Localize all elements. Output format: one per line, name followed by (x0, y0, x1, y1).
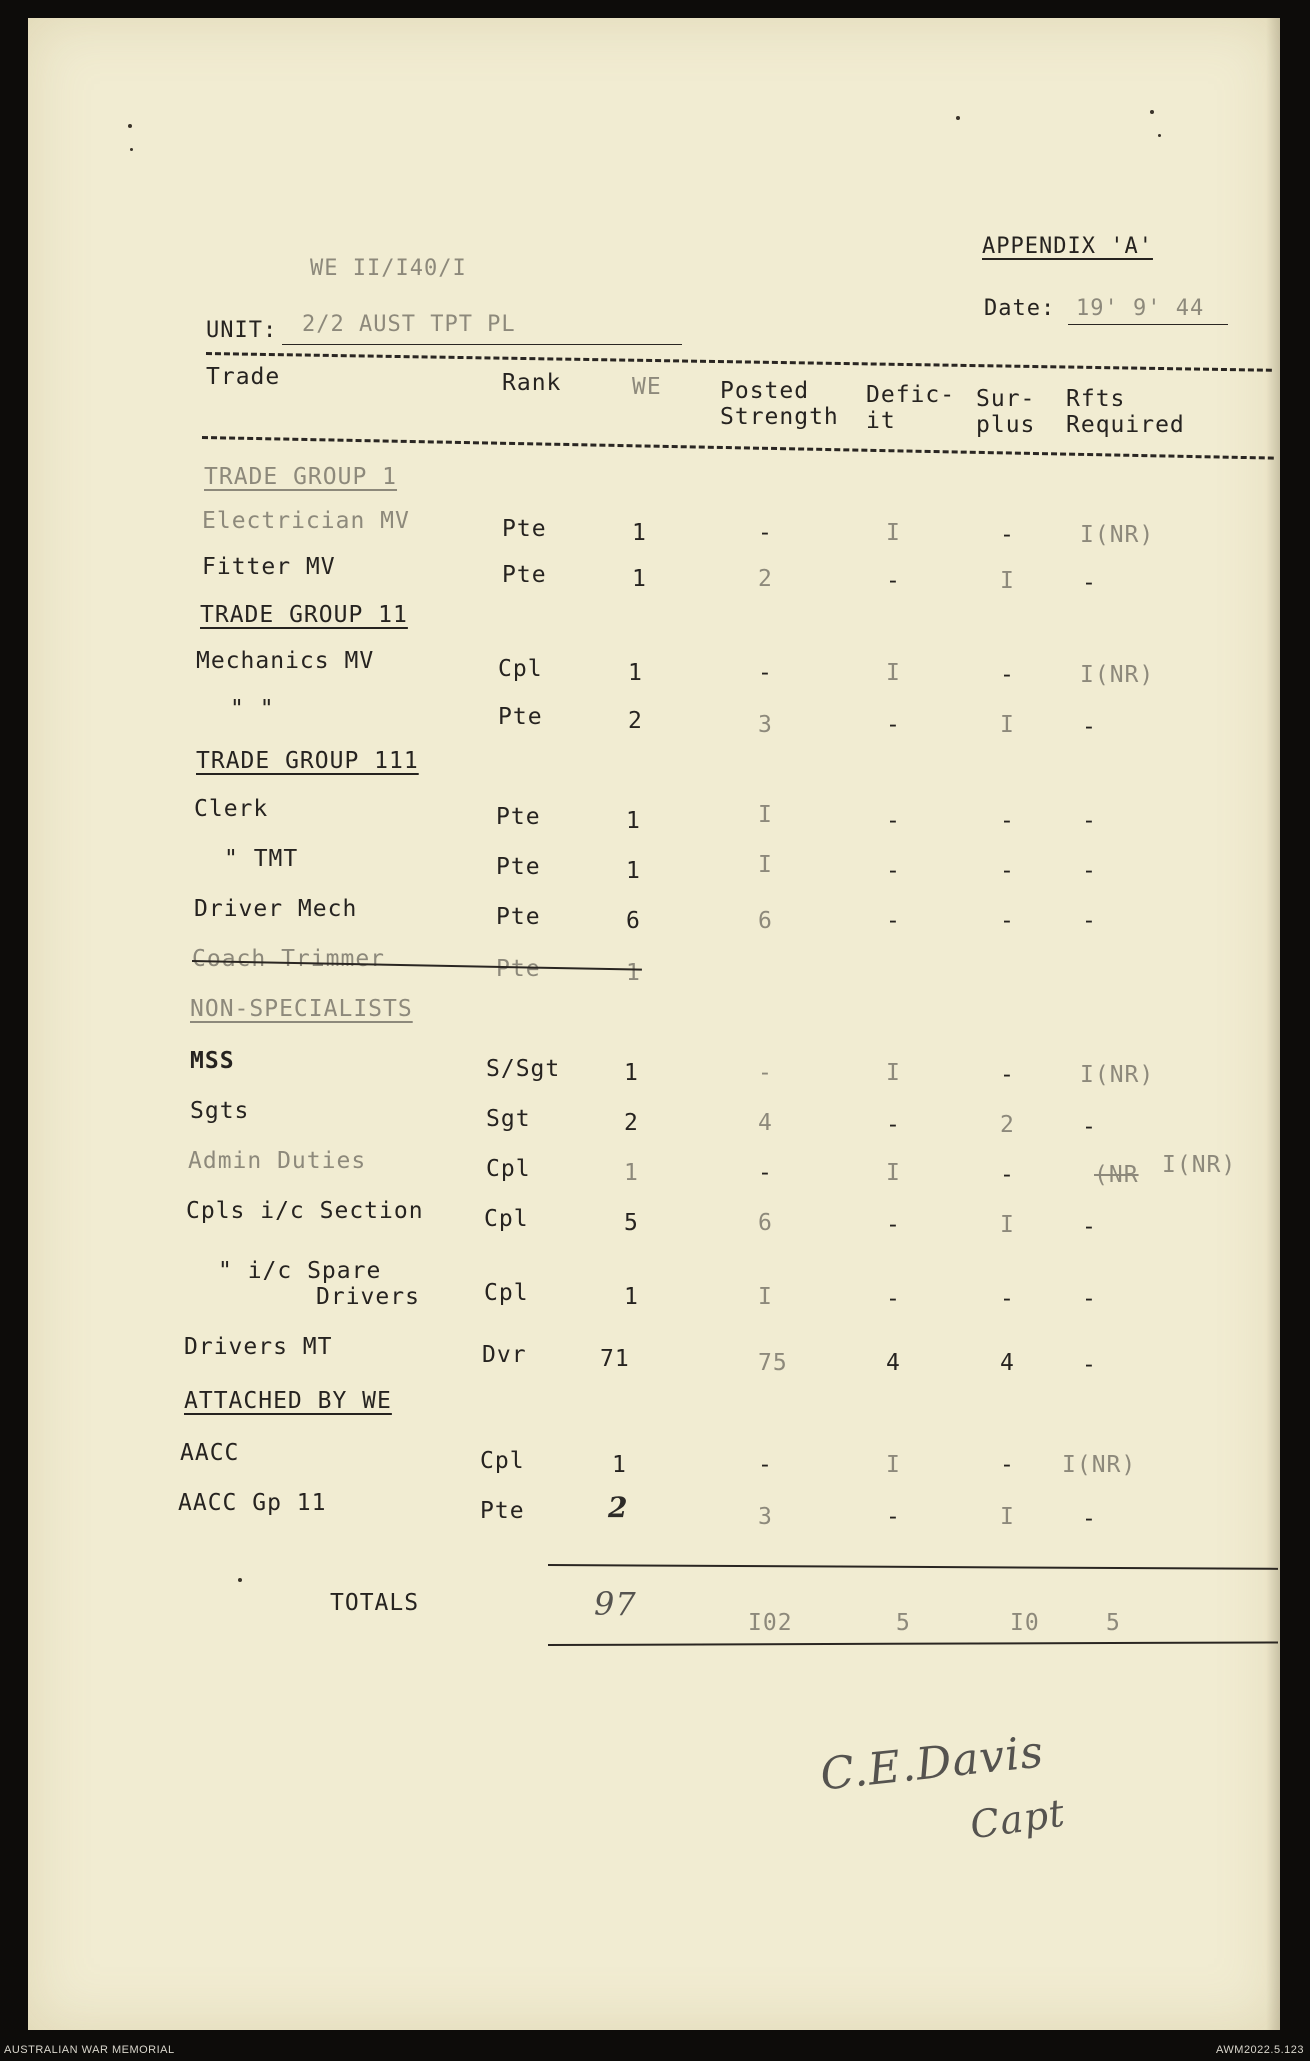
cell-surplus: - (1000, 808, 1015, 834)
unit-value: 2/2 AUST TPT PL (302, 312, 516, 337)
cell-trade: AACC Gp 11 (178, 1490, 327, 1516)
cell-posted: I (758, 1284, 773, 1310)
cell-trade: Admin Duties (188, 1148, 367, 1174)
cell-deficit: - (886, 1504, 901, 1530)
cell-trade: AACC (180, 1440, 240, 1466)
cell-rfts: - (1082, 1286, 1097, 1312)
speck (128, 124, 132, 128)
totals-deficit: 5 (896, 1610, 911, 1636)
cell-rfts: - (1082, 570, 1097, 596)
cell-rank: Cpl (484, 1206, 529, 1232)
cell-we: 1 (624, 1160, 639, 1186)
speck (130, 148, 133, 151)
col-posted-1: Posted (720, 378, 810, 404)
cell-surplus: I (1000, 1212, 1015, 1238)
cell-trade: Cpls i/c Section (186, 1198, 424, 1224)
cell-deficit: - (886, 808, 901, 834)
cell-rfts: - (1082, 1214, 1097, 1240)
date-value: 19' 9' 44 (1076, 296, 1205, 321)
cell-surplus: - (1000, 1286, 1015, 1312)
cell-surplus: 4 (1000, 1350, 1015, 1376)
cell-posted: - (758, 1452, 773, 1478)
cell-posted: 4 (758, 1110, 773, 1136)
struck-rfts: (NR (1094, 1162, 1139, 1188)
cell-trade: " TMT (224, 846, 299, 872)
cell-trade: Electrician MV (202, 508, 410, 534)
cell-deficit: - (886, 1286, 901, 1312)
col-deficit-2: it (866, 408, 896, 434)
cell-we: 1 (612, 1452, 627, 1478)
header-top-rule (206, 352, 1272, 372)
col-posted-2: Strength (720, 404, 839, 430)
speck (956, 116, 960, 120)
header-bottom-rule (202, 436, 1274, 460)
cell-posted: I (758, 802, 773, 828)
cell-we: 5 (624, 1210, 639, 1236)
cell-deficit: I (886, 660, 901, 686)
cell-rank: Pte (496, 854, 541, 880)
cell-trade: Driver Mech (194, 896, 358, 922)
cell-rank: Sgt (486, 1106, 531, 1132)
cell-we: 1 (626, 858, 641, 884)
col-rank: Rank (502, 370, 562, 396)
cell-surplus: I (1000, 1504, 1015, 1530)
cell-surplus: - (1000, 522, 1015, 548)
cell-rank: Cpl (498, 656, 543, 682)
cell-deficit: - (886, 712, 901, 738)
cell-rfts: I(NR) (1162, 1152, 1237, 1178)
cell-rfts: - (1082, 908, 1097, 934)
cell-surplus: I (1000, 712, 1015, 738)
cell-trade-continued: Drivers (316, 1284, 420, 1310)
cell-deficit: 4 (886, 1350, 901, 1376)
cell-rank: Pte (502, 516, 547, 542)
cell-posted: - (758, 520, 773, 546)
cell-we: 2 (628, 708, 643, 734)
cell-deficit: - (886, 858, 901, 884)
date-underline (1068, 324, 1228, 325)
cell-posted: 6 (758, 908, 773, 934)
cell-rank: Pte (480, 1498, 525, 1524)
cell-we: 1 (626, 960, 641, 986)
totals-bottom-rule (548, 1641, 1278, 1646)
cell-deficit: - (886, 568, 901, 594)
cell-rfts: - (1082, 1352, 1097, 1378)
cell-posted: - (758, 1060, 773, 1086)
section-trade-group-111: TRADE GROUP 111 (196, 748, 419, 774)
cell-surplus: - (1000, 858, 1015, 884)
col-we: WE (632, 374, 662, 400)
totals-top-rule (548, 1564, 1278, 1570)
cell-trade: Clerk (194, 796, 269, 822)
date-label: Date: (984, 296, 1056, 321)
cell-rfts: I(NR) (1080, 662, 1155, 688)
cell-surplus: - (1000, 662, 1015, 688)
cell-surplus: I (1000, 568, 1015, 594)
cell-deficit: I (886, 1060, 901, 1086)
unit-label: UNIT: (206, 318, 278, 343)
cell-surplus: - (1000, 1062, 1015, 1088)
signature-rank: Capt (967, 1790, 1068, 1848)
section-trade-group-1: TRADE GROUP 1 (204, 464, 398, 490)
cell-we: 2 (608, 1491, 629, 1524)
speck (1150, 110, 1154, 114)
cell-we: 6 (626, 908, 641, 934)
cell-rank: Pte (502, 562, 547, 588)
cell-posted: - (758, 1160, 773, 1186)
col-surplus-1: Sur- (976, 386, 1036, 412)
cell-rank: Dvr (482, 1342, 527, 1368)
section-attached-by-we: ATTACHED BY WE (184, 1388, 392, 1414)
cell-trade: Mechanics MV (196, 648, 375, 674)
cell-rfts: - (1082, 714, 1097, 740)
cell-rank: S/Sgt (486, 1056, 561, 1082)
document-page (28, 18, 1280, 2030)
cell-trade: Drivers MT (184, 1334, 333, 1360)
totals-rfts: 5 (1106, 1610, 1121, 1636)
cell-rank: Pte (496, 956, 541, 982)
cell-rfts: - (1082, 1114, 1097, 1140)
cell-we: 2 (624, 1110, 639, 1136)
cell-we: 1 (632, 520, 647, 546)
cell-deficit: - (886, 908, 901, 934)
totals-surplus: I0 (1010, 1610, 1040, 1636)
cell-rfts: I(NR) (1080, 1062, 1155, 1088)
cell-surplus: - (1000, 908, 1015, 934)
cell-rank: Pte (496, 804, 541, 830)
cell-deficit: I (886, 1160, 901, 1186)
speck (1158, 134, 1161, 137)
cell-posted: 75 (758, 1350, 788, 1376)
cell-rank: Cpl (484, 1280, 529, 1306)
col-rfts-2: Required (1066, 412, 1185, 438)
cell-we: 71 (600, 1346, 630, 1372)
cell-rfts: - (1082, 1506, 1097, 1532)
cell-rank: Cpl (480, 1448, 525, 1474)
cell-deficit: I (886, 520, 901, 546)
cell-rfts: - (1082, 808, 1097, 834)
cell-deficit: - (886, 1212, 901, 1238)
cell-rfts: I(NR) (1062, 1452, 1137, 1478)
cell-posted: 6 (758, 1210, 773, 1236)
cell-we: 1 (632, 566, 647, 592)
cell-trade: " i/c Spare (218, 1258, 382, 1284)
cell-deficit: I (886, 1452, 901, 1478)
cell-trade: " " (230, 696, 275, 722)
cell-we: 1 (626, 808, 641, 834)
unit-underline (282, 344, 682, 345)
cell-posted: 2 (758, 566, 773, 592)
cell-rfts: I(NR) (1080, 522, 1155, 548)
section-non-specialists: NON-SPECIALISTS (190, 996, 413, 1022)
signature-name: C.E.Davis (817, 1726, 1047, 1801)
col-trade: Trade (206, 364, 281, 390)
cell-trade: Coach Trimmer (192, 946, 386, 972)
footer-right: AWM2022.5.123 (1215, 2044, 1304, 2056)
cell-trade: Sgts (190, 1098, 250, 1124)
ink-dot (238, 1578, 242, 1582)
cell-surplus: 2 (1000, 1112, 1015, 1138)
cell-rank: Cpl (486, 1156, 531, 1182)
col-deficit-1: Defic- (866, 382, 956, 408)
cell-posted: 3 (758, 712, 773, 738)
footer-left: AUSTRALIAN WAR MEMORIAL (4, 2044, 175, 2056)
totals-posted: I02 (748, 1610, 793, 1636)
cell-rfts: - (1082, 858, 1097, 884)
cell-we: 1 (624, 1284, 639, 1310)
col-surplus-2: plus (976, 412, 1036, 438)
appendix-title: APPENDIX 'A' (982, 234, 1153, 259)
cell-surplus: - (1000, 1452, 1015, 1478)
cell-surplus: - (1000, 1162, 1015, 1188)
section-trade-group-11: TRADE GROUP 11 (200, 602, 408, 628)
cell-rank: Pte (498, 704, 543, 730)
cell-deficit: - (886, 1112, 901, 1138)
cell-trade: Fitter MV (202, 554, 336, 580)
totals-label: TOTALS (330, 1590, 420, 1616)
col-rfts-1: Rfts (1066, 386, 1126, 412)
cell-posted: - (758, 660, 773, 686)
cell-posted: I (758, 852, 773, 878)
cell-posted: 3 (758, 1504, 773, 1530)
cell-we: 1 (624, 1060, 639, 1086)
cell-we: 1 (628, 660, 643, 686)
cell-trade: MSS (190, 1048, 235, 1074)
we-reference: WE II/I40/I (310, 256, 467, 281)
cell-rank: Pte (496, 904, 541, 930)
totals-we: 97 (594, 1585, 637, 1623)
